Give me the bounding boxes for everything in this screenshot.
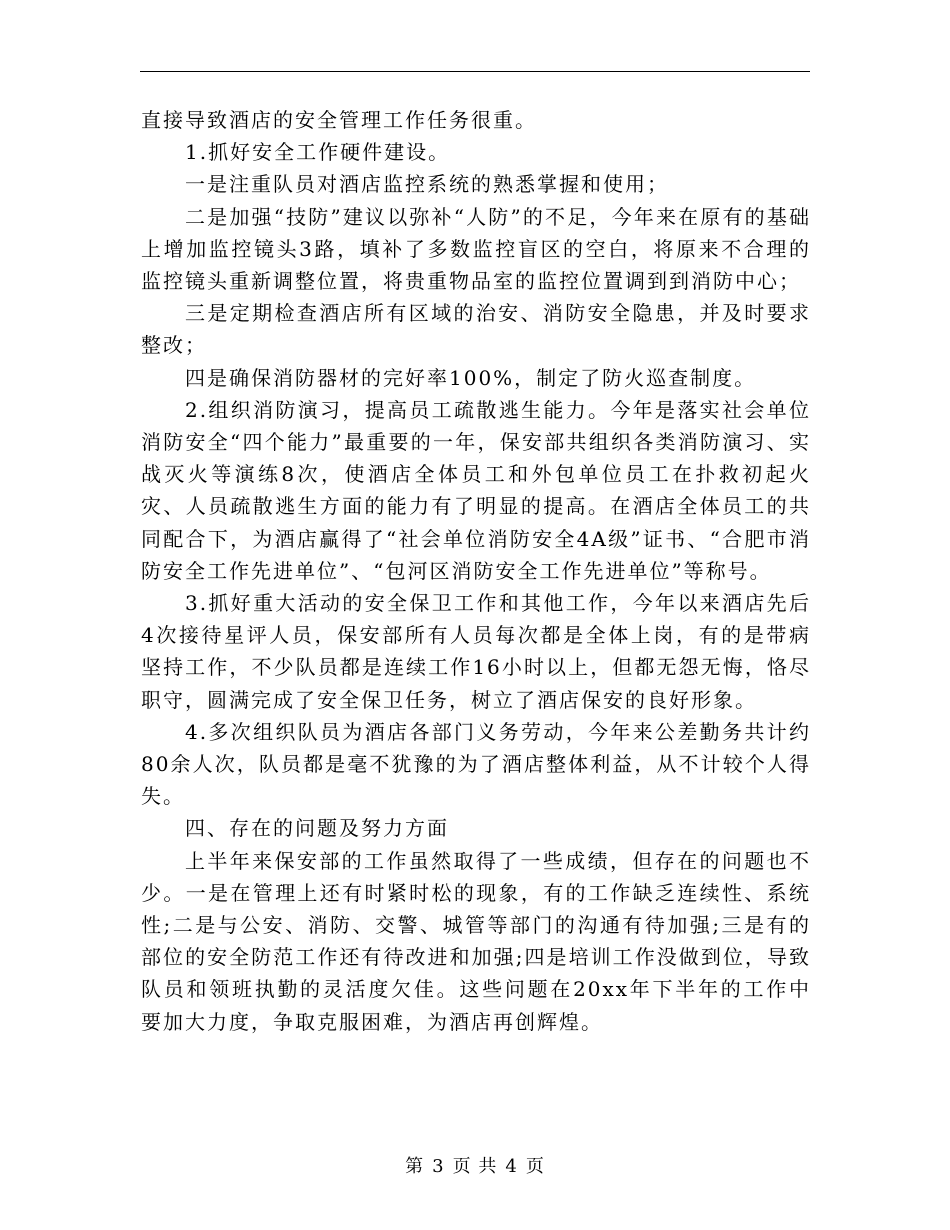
paragraph-7: 2.组织消防演习，提高员工疏散逃生能力。今年是落实社会单位消防安全“四个能力”最重要的一年，保安部共组织各类消防演习、实战灭火等演练8次，使酒店全体员工和外包单位员工在扑救初起火灾、人员疏散逃生方面的能力有了明显的提高。在酒店全体员工的共同配合下，为酒店赢得了“社会单位消防安全4A级”证书、“合肥市消防安全工作先进单位”、“包河区消防安全工作先进单位”等称号。 [141, 397, 811, 583]
footer-suffix: 页 [525, 1156, 545, 1177]
paragraph-5: 三是定期检查酒店所有区域的治安、消防安全隐患，并及时要求整改； [141, 301, 811, 358]
footer-prefix: 第 [405, 1156, 425, 1177]
paragraph-2: 1.抓好安全工作硬件建设。 [185, 140, 451, 165]
paragraph-4: 二是加强“技防”建议以弥补“人防”的不足，今年来在原有的基础上增加监控镜头3路，填补了多数监控盲区的空白，将原来不合理的监控镜头重新调整位置，将贵重物品室的监控位置调到到消防中心； [141, 204, 811, 294]
paragraph-11: 上半年来保安部的工作虽然取得了一些成绩，但存在的问题也不少。一是在管理上还有时紧时松的现象，有的工作缺乏连续性、系统性;二是与公安、消防、交警、城管等部门的沟通有待加强;三是有的部位的安全防范工作还有待改进和加强;四是培训工作没做到位，导致队员和领班执勤的灵活度欠佳。这些问题在20xx年下半年的工作中要加大力度，争取克服困难，为酒店再创辉煌。 [141, 848, 811, 1034]
paragraph-9: 4.多次组织队员为酒店各部门义务劳动，今年来公差勤务共计约80余人次，队员都是毫不犹豫的为了酒店整体利益，从不计较个人得失。 [141, 719, 811, 809]
header-rule [140, 71, 810, 72]
footer-middle: 页 共 [452, 1156, 498, 1177]
paragraph-6: 四是确保消防器材的完好率100%，制定了防火巡查制度。 [185, 365, 757, 390]
paragraph-3: 一是注重队员对酒店监控系统的熟悉掌握和使用； [185, 172, 669, 197]
footer-page-number: 3 [432, 1156, 445, 1177]
page-footer [0, 1152, 950, 1178]
paragraph-1: 直接导致酒店的安全管理工作任务很重。 [141, 108, 537, 132]
paragraph-8: 3.抓好重大活动的安全保卫工作和其他工作，今年以来酒店先后4次接待星评人员，保安部所有人员每次都是全体上岗，有的是带病坚持工作，不少队员都是连续工作16小时以上，但都无怨无悔，恪尽职守，圆满完成了安全保卫任务，树立了酒店保安的良好形象。 [141, 591, 811, 712]
footer-total-pages: 4 [505, 1156, 518, 1177]
section-heading: 四、存在的问题及努力方面 [185, 816, 449, 841]
document-body [141, 104, 811, 1038]
